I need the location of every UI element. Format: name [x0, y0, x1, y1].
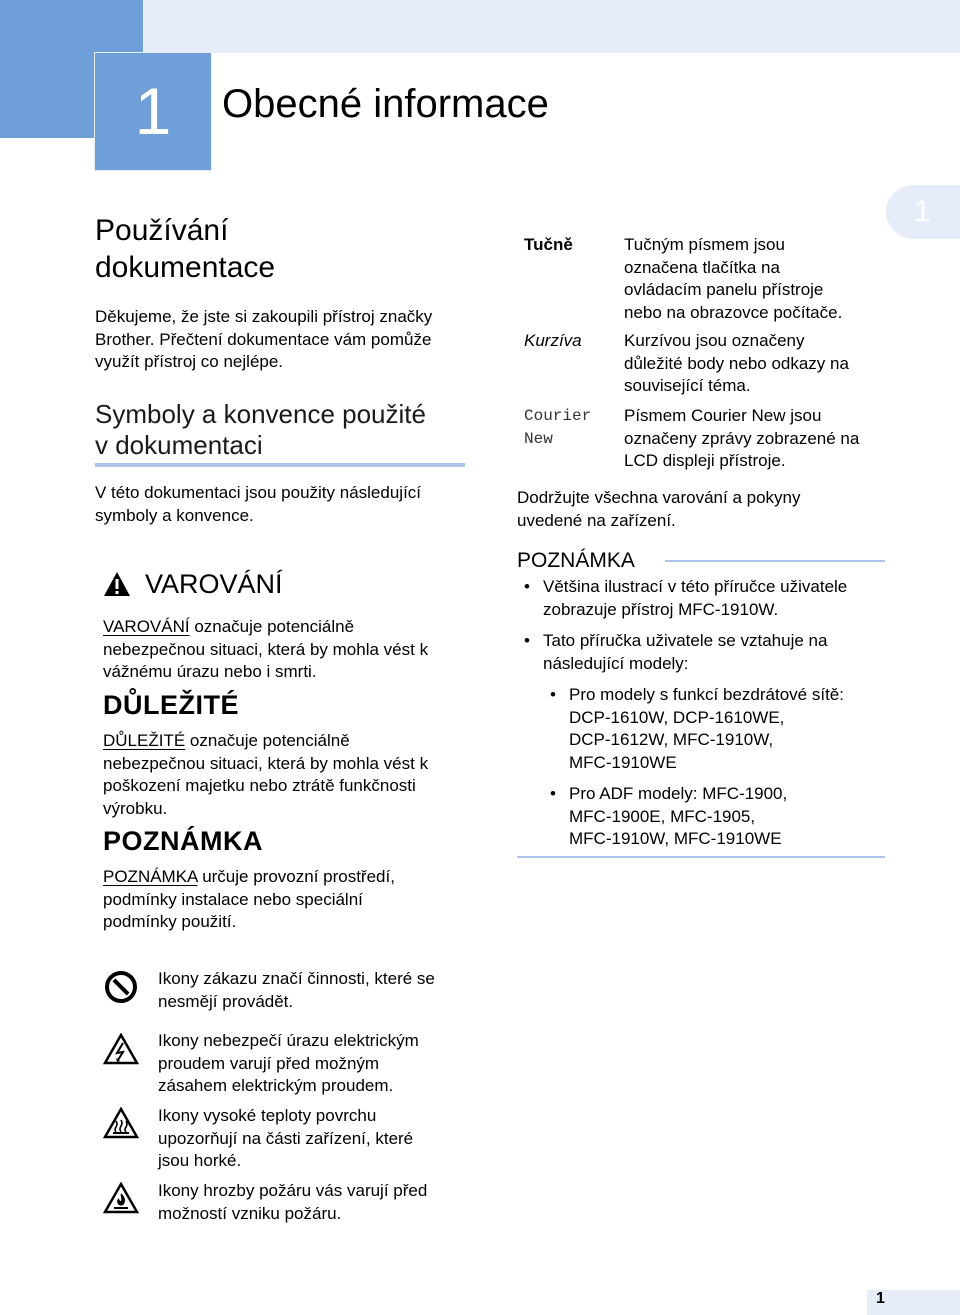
convention-term-bold: Tučně — [524, 235, 573, 254]
follow-warnings-text — [517, 487, 801, 532]
body-line: využít přístroj co nejlépe. — [95, 352, 284, 371]
body-line: související téma. — [624, 376, 751, 395]
note-sub-bullet-list — [550, 684, 885, 851]
body-line: V této dokumentaci jsou použity následující — [95, 483, 422, 502]
convention-desc-bold — [624, 234, 842, 324]
chapter-number: 1 — [95, 53, 211, 170]
body-line: nebezpečnou situaci, která by mohla vést k — [103, 753, 429, 773]
body-line: zásahem elektrickým proudem. — [158, 1076, 394, 1095]
body-line: Většina ilustrací v této příručce uživatele — [543, 577, 848, 596]
section-title-line: Symboly a konvence použité — [95, 399, 426, 429]
prohibition-icon — [104, 970, 138, 1009]
body-line: označeny zprávy zobrazené na — [624, 428, 860, 448]
body-line: symboly a konvence. — [95, 505, 254, 525]
chapter-title: Obecné informace — [222, 82, 549, 126]
important-label: DŮLEŽITÉ — [103, 690, 239, 720]
body-line: Brother. Přečtení dokumentace vám pomůže — [95, 329, 432, 349]
bullet-icon: • — [524, 631, 530, 650]
icon-desc-prohibition — [158, 968, 435, 1013]
body-line: zobrazuje přístroj MFC-1910W. — [543, 599, 779, 619]
section-body-symbols — [95, 482, 421, 527]
body-line: Ikony zákazu značí činnosti, které se — [158, 969, 435, 988]
body-line: podmínky použití. — [103, 912, 237, 931]
body-line: Tato příručka uživatele se vztahuje na — [543, 631, 828, 650]
body-line: Kurzívou jsou označeny — [624, 331, 805, 350]
note-bullet-list — [524, 576, 883, 675]
section-body-thanks — [95, 306, 432, 374]
section-title-line: dokumentace — [95, 251, 276, 284]
note-text — [103, 866, 395, 934]
bullet-icon: • — [550, 784, 556, 803]
warning-heading — [103, 568, 283, 600]
body-line: MFC-1910WE — [569, 752, 677, 772]
warning-keyword: VAROVÁNÍ — [103, 617, 190, 636]
body-line: podmínky instalace nebo speciální — [103, 889, 363, 909]
section-title-usage — [95, 212, 275, 286]
convention-term-italic: Kurzíva — [524, 331, 582, 350]
important-keyword: DŮLEŽITÉ — [103, 731, 186, 750]
note-box-title: POZNÁMKA — [517, 549, 635, 572]
section-rule — [95, 463, 465, 467]
fire-hazard-icon — [103, 1182, 139, 1219]
body-line: MFC-1910W, MFC-1910WE — [569, 829, 782, 848]
hot-surface-icon — [103, 1107, 139, 1144]
icon-desc-fire — [158, 1180, 427, 1225]
warning-text — [103, 616, 428, 684]
body-line: LCD displeji přístroje. — [624, 451, 786, 470]
body-line: Pro modely s funkcí bezdrátové sítě: — [569, 685, 844, 704]
body-line: Ikony vysoké teploty povrchu — [158, 1106, 377, 1125]
convention-term-courier — [524, 405, 591, 450]
warning-label: VAROVÁNÍ — [145, 569, 283, 599]
icon-desc-electric — [158, 1030, 419, 1098]
body-line: následující modely: — [543, 653, 689, 673]
warning-triangle-icon — [103, 571, 131, 597]
note-keyword: POZNÁMKA — [103, 867, 198, 886]
convention-desc-italic — [624, 330, 849, 398]
body-line: ovládacím panelu přístroje — [624, 280, 824, 299]
body-line: New — [524, 429, 553, 448]
body-line: vážnému úrazu nebo i smrti. — [103, 662, 317, 681]
list-item — [550, 783, 885, 851]
body-line: označuje potenciálně — [185, 731, 350, 750]
body-line: nebezpečnou situaci, která by mohla vést k — [103, 639, 429, 659]
icon-desc-hot — [158, 1105, 413, 1173]
section-title-line: Používání — [95, 214, 229, 247]
side-tab: 1 — [886, 185, 960, 239]
electric-shock-icon — [103, 1033, 139, 1070]
body-line: Ikony nebezpečí úrazu elektrickým — [158, 1031, 419, 1050]
body-line: možností vzniku požáru. — [158, 1203, 342, 1223]
list-item — [524, 576, 883, 621]
note-label: POZNÁMKA — [103, 826, 263, 856]
body-line: nebo na obrazovce počítače. — [624, 302, 843, 322]
header-band-right — [143, 0, 960, 53]
bullet-icon: • — [524, 577, 530, 596]
body-line: Ikony hrozby požáru vás varují před — [158, 1181, 428, 1200]
body-line: Písmem Courier New jsou — [624, 406, 822, 425]
body-line: určuje provozní prostředí, — [197, 867, 395, 886]
section-title-line: v dokumentaci — [95, 430, 263, 460]
page-number: 1 — [876, 1290, 885, 1307]
body-line: DCP-1612W, MFC-1910W, — [569, 730, 774, 749]
body-line: důležité body nebo odkazy na — [624, 353, 849, 373]
body-line: výrobku. — [103, 798, 168, 818]
body-line: proudem varují před možným — [158, 1053, 380, 1073]
body-line: Tučným písmem jsou — [624, 235, 785, 254]
body-line: nesmějí provádět. — [158, 991, 294, 1011]
body-line: označena tlačítka na — [624, 257, 780, 277]
note-box-rule-top — [665, 560, 885, 562]
list-item — [524, 630, 883, 675]
important-text — [103, 730, 428, 820]
body-line: poškození majetku nebo ztrátě funkčnosti — [103, 776, 416, 795]
body-line: DCP-1610W, DCP-1610WE, — [569, 707, 785, 727]
note-box-rule-bottom — [517, 856, 885, 858]
body-line: upozorňují na části zařízení, které — [158, 1128, 414, 1148]
section-title-symbols — [95, 399, 426, 461]
body-line: Pro ADF modely: MFC-1900, — [569, 784, 788, 803]
body-line: MFC-1900E, MFC-1905, — [569, 806, 756, 826]
convention-desc-courier — [624, 405, 859, 473]
body-line: označuje potenciálně — [189, 617, 355, 636]
bullet-icon: • — [550, 685, 556, 704]
body-line: Dodržujte všechna varování a pokyny — [517, 488, 801, 507]
body-line: uvedené na zařízení. — [517, 510, 676, 530]
body-line: Děkujeme, že jste si zakoupili přístroj značky — [95, 307, 433, 326]
body-line: Courier — [524, 407, 592, 425]
list-item — [550, 684, 885, 774]
body-line: jsou horké. — [158, 1151, 242, 1170]
